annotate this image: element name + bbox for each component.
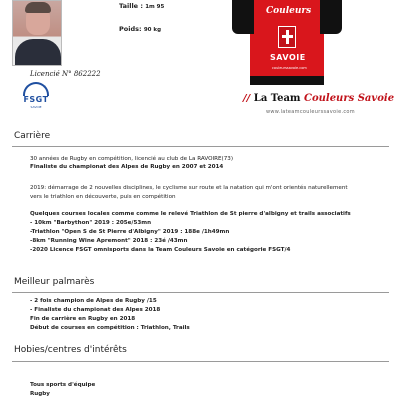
hobbies-divider [12, 361, 389, 362]
height-row: Taille : 1m 95 [119, 2, 165, 10]
palmares-line: Fin de carrière en Rugby en 2018 [30, 316, 136, 322]
weight-row: Poids: 90 kg [119, 25, 162, 33]
career-line: - 10km "Barbython" 2019 : 205e/53mn [30, 220, 152, 226]
palmares-line: - Finaliste du championat des Alpes 2018 [30, 307, 161, 313]
career-line: 30 années de Rugby en compétition, licencié au club de La RAVOIRE(73) [30, 156, 234, 162]
career-divider [12, 146, 389, 147]
career-line: -Triathlon "Open S de St Pierre d'Albigny" 2019 : 188e /1h49mn [30, 229, 230, 235]
team-jersey: Couleurs SAVOIE couleurssavoie.com [232, 0, 342, 85]
palmares-line: Début de courses en compétition : Triathlon, Trails [30, 325, 190, 331]
career-line: Quelques courses locales comme comme le relevé Triathlon de St pierre d'albigny et trails associatifs [30, 211, 351, 217]
licence-number: Licencié N° 862222 [30, 70, 101, 78]
team-website[interactable]: www.lateamcouleurssavoie.com [266, 109, 355, 115]
hobby-line: Rugby [30, 391, 50, 397]
hobby-line: Tous sports d'équipe [30, 382, 96, 388]
fsgt-logo: FSGT SAVOIE [20, 82, 52, 110]
career-line: -8km "Running Wine Apremont" 2018 : 23é /43mn [30, 238, 188, 244]
palmares-line: - 2 fois champion de Alpes de Rugby /15 [30, 298, 157, 304]
savoie-cross-icon [278, 26, 296, 48]
palmares-title: Meilleur palmarès [14, 277, 95, 287]
career-title: Carrière [14, 131, 51, 141]
athlete-photo [12, 0, 62, 66]
team-name: // La Team Couleurs Savoie [243, 93, 395, 104]
palmares-divider [12, 292, 389, 293]
hobbies-title: Hobies/centres d'intérêts [14, 345, 127, 355]
career-line: vers le triathlon en découverte, puis en compétition [30, 194, 176, 200]
career-line: -2020 Licence FSGT omnisports dans la Team Couleurs Savoie en catégorie FSGT/4 [30, 247, 291, 253]
career-line: 2019: démarrage de 2 nouvelles disciplines, le cyclisme sur route et la natation qui m'ont orientés naturellement [30, 185, 348, 191]
career-line: Finaliste du championat des Alpes de Rugby en 2007 et 2014 [30, 164, 224, 170]
